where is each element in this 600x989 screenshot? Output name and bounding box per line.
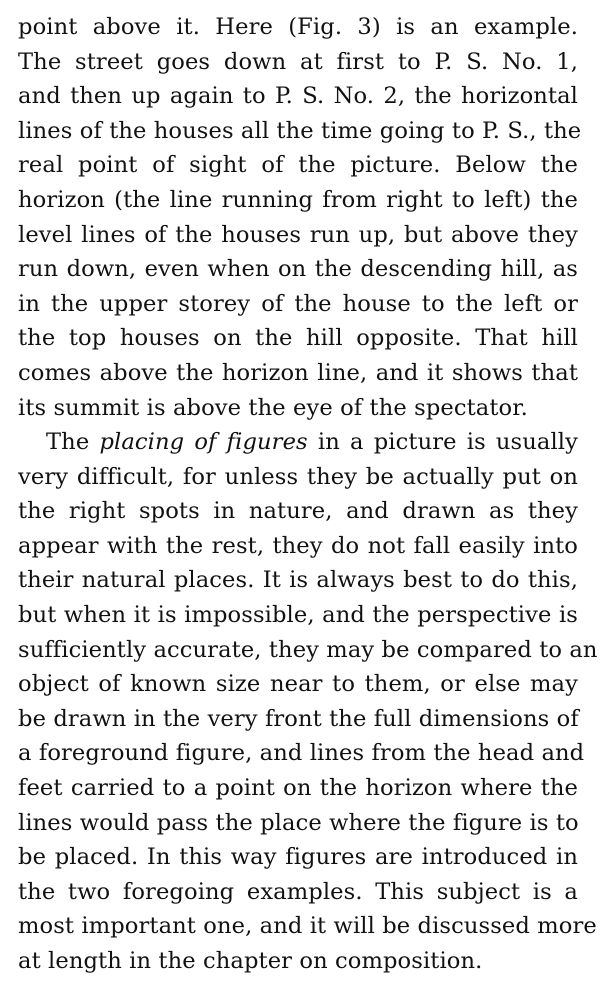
text-line: the two foregoing examples. This subject is a	[18, 878, 578, 905]
text-line: level lines of the houses run up, but above they	[18, 221, 578, 248]
text-line: comes above the horizon line, and it shows that	[18, 359, 578, 386]
text-line: be drawn in the very front the full dimensions of	[18, 705, 579, 732]
text-line: the right spots in nature, and drawn as they	[18, 498, 578, 525]
paragraph-placing-of-figures	[18, 425, 598, 979]
text-line: in the upper storey of the house to the left or	[18, 290, 578, 317]
text-line: horizon (the line running from right to left) the	[18, 186, 578, 213]
text-run: in a picture is usually	[307, 429, 578, 455]
text-line: appear with the rest, they do not fall easily into	[18, 532, 578, 559]
text-line: feet carried to a point on the horizon where the	[18, 774, 578, 801]
paragraph-perspective-example	[18, 10, 582, 425]
text-line: a foreground figure, and lines from the head and	[18, 740, 585, 767]
text-line: but when it is impossible, and the perspective is	[18, 601, 578, 628]
text-line: lines of the houses all the time going to P. S., the	[18, 117, 582, 144]
text-run: The	[46, 429, 100, 455]
text-line: sufficiently accurate, they may be compared to an	[18, 636, 598, 663]
text-line: real point of sight of the picture. Below the	[18, 152, 578, 179]
text-line: their natural places. It is always best to do this,	[18, 567, 578, 594]
text-line: and then up again to P. S. No. 2, the horizontal	[18, 83, 578, 110]
text-line: be placed. In this way figures are introduced in	[18, 844, 578, 871]
text-line: the top houses on the hill opposite. That hill	[18, 325, 578, 352]
text-line: run down, even when on the descending hill, as	[18, 256, 578, 283]
text-line: very difficult, for unless they be actually put on	[18, 463, 578, 490]
text-line: most important one, and it will be discussed more	[18, 913, 597, 940]
text-line: point above it. Here (Fig. 3) is an example.	[18, 14, 578, 40]
text-line: lines would pass the place where the figure is to	[18, 809, 579, 836]
text-line: object of known size near to them, or else may	[18, 671, 578, 698]
italic-phrase: placing of figures	[99, 429, 308, 455]
text-line: The street goes down at first to P. S. No. 1,	[18, 48, 578, 75]
text-line: its summit is above the eye of the spectator.	[18, 394, 528, 421]
text-line: at length in the chapter on composition.	[18, 947, 483, 974]
text-line-first	[18, 425, 578, 460]
